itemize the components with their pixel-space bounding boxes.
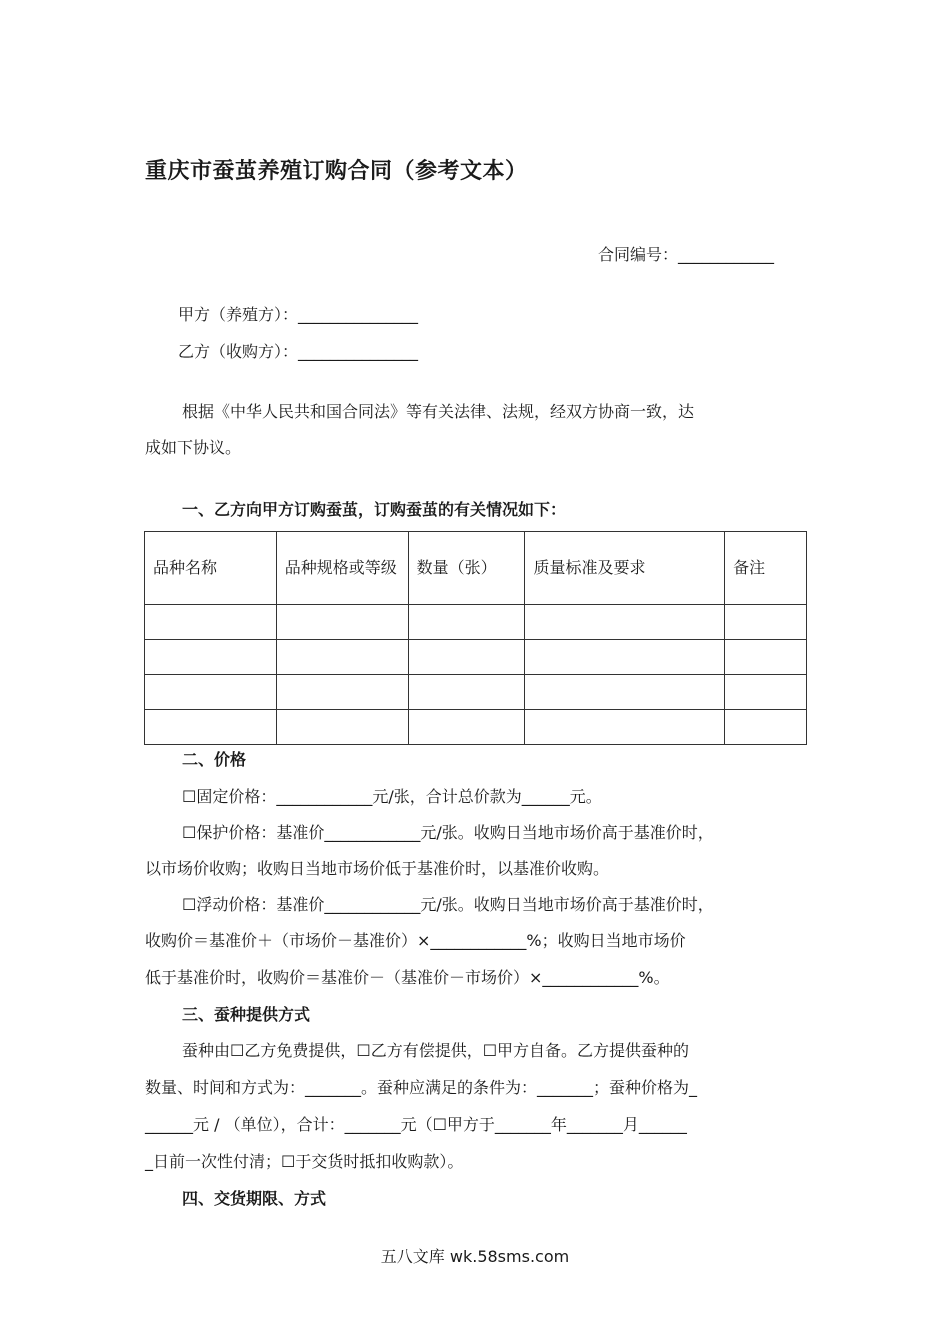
table-cell[interactable] (725, 640, 807, 675)
intro-line-2: 成如下协议。 (145, 438, 242, 457)
table-cell[interactable] (408, 605, 525, 640)
table-header-cell: 质量标准及要求 (525, 532, 725, 605)
table-cell[interactable] (276, 675, 408, 710)
contract-number: 合同编号：____________ (598, 245, 775, 264)
table-header-cell: 备注 (725, 532, 807, 605)
table-cell[interactable] (525, 675, 725, 710)
price-float-line-3: 低于基准价时，收购价＝基准价－（基准价－市场价）×____________%。 (145, 968, 670, 987)
table-header-cell: 品种规格或等级 (276, 532, 408, 605)
table-cell[interactable] (725, 710, 807, 745)
party-b: 乙方（收购方）：_______________ (178, 342, 419, 361)
section-4-heading: 四、交货期限、方式 (182, 1189, 327, 1208)
table-cell[interactable] (408, 710, 525, 745)
table-header-cell: 数量（张） (408, 532, 525, 605)
table-cell[interactable] (145, 710, 277, 745)
table-cell[interactable] (276, 710, 408, 745)
table-row (145, 710, 807, 745)
table-cell[interactable] (276, 605, 408, 640)
seed-line-4: _日前一次性付清；☐于交货时抵扣收购款）。 (145, 1152, 464, 1171)
price-protect-line-1: ☐保护价格：基准价____________元/张。收购日当地市场价高于基准价时， (182, 823, 714, 842)
table-cell[interactable] (145, 675, 277, 710)
party-a: 甲方（养殖方）：_______________ (178, 305, 419, 324)
table-cell[interactable] (525, 640, 725, 675)
table-header-cell: 品种名称 (145, 532, 277, 605)
table-cell[interactable] (725, 605, 807, 640)
table-row (145, 640, 807, 675)
seed-line-2: 数量、时间和方式为：_______。蚕种应满足的条件为：_______；蚕种价格为_ (145, 1078, 698, 1097)
order-table (144, 531, 807, 745)
section-2-heading: 二、价格 (182, 750, 247, 769)
table-cell[interactable] (725, 675, 807, 710)
footer-watermark: 五八文库 wk.58sms.com (380, 1247, 570, 1266)
table-cell[interactable] (525, 605, 725, 640)
price-float-line-1: ☐浮动价格：基准价____________元/张。收购日当地市场价高于基准价时， (182, 895, 714, 914)
page-title: 重庆市蚕茧养殖订购合同（参考文本） (145, 159, 528, 184)
table-cell[interactable] (408, 640, 525, 675)
price-fixed: ☐固定价格：____________元/张，合计总价款为______元。 (182, 787, 602, 806)
table-header-row (145, 532, 807, 605)
table-row (145, 675, 807, 710)
price-protect-line-2: 以市场价收购；收购日当地市场价低于基准价时，以基准价收购。 (145, 859, 610, 878)
intro-line-1: 根据《中华人民共和国合同法》等有关法律、法规，经双方协商一致，达 (182, 402, 695, 421)
table-cell[interactable] (145, 640, 277, 675)
table-cell[interactable] (276, 640, 408, 675)
table-cell[interactable] (525, 710, 725, 745)
section-3-heading: 三、蚕种提供方式 (182, 1005, 311, 1024)
table-cell[interactable] (408, 675, 525, 710)
seed-line-1: 蚕种由☐乙方免费提供，☐乙方有偿提供，☐甲方自备。乙方提供蚕种的 (182, 1041, 690, 1060)
section-1-heading: 一、乙方向甲方订购蚕茧，订购蚕茧的有关情况如下： (182, 500, 567, 519)
table-cell[interactable] (145, 605, 277, 640)
seed-line-3: ______元 / （单位），合计：_______元（☐甲方于_______年_______月______ (145, 1115, 687, 1134)
table-row (145, 605, 807, 640)
price-float-line-2: 收购价＝基准价＋（市场价－基准价）×____________%；收购日当地市场价 (145, 931, 686, 950)
